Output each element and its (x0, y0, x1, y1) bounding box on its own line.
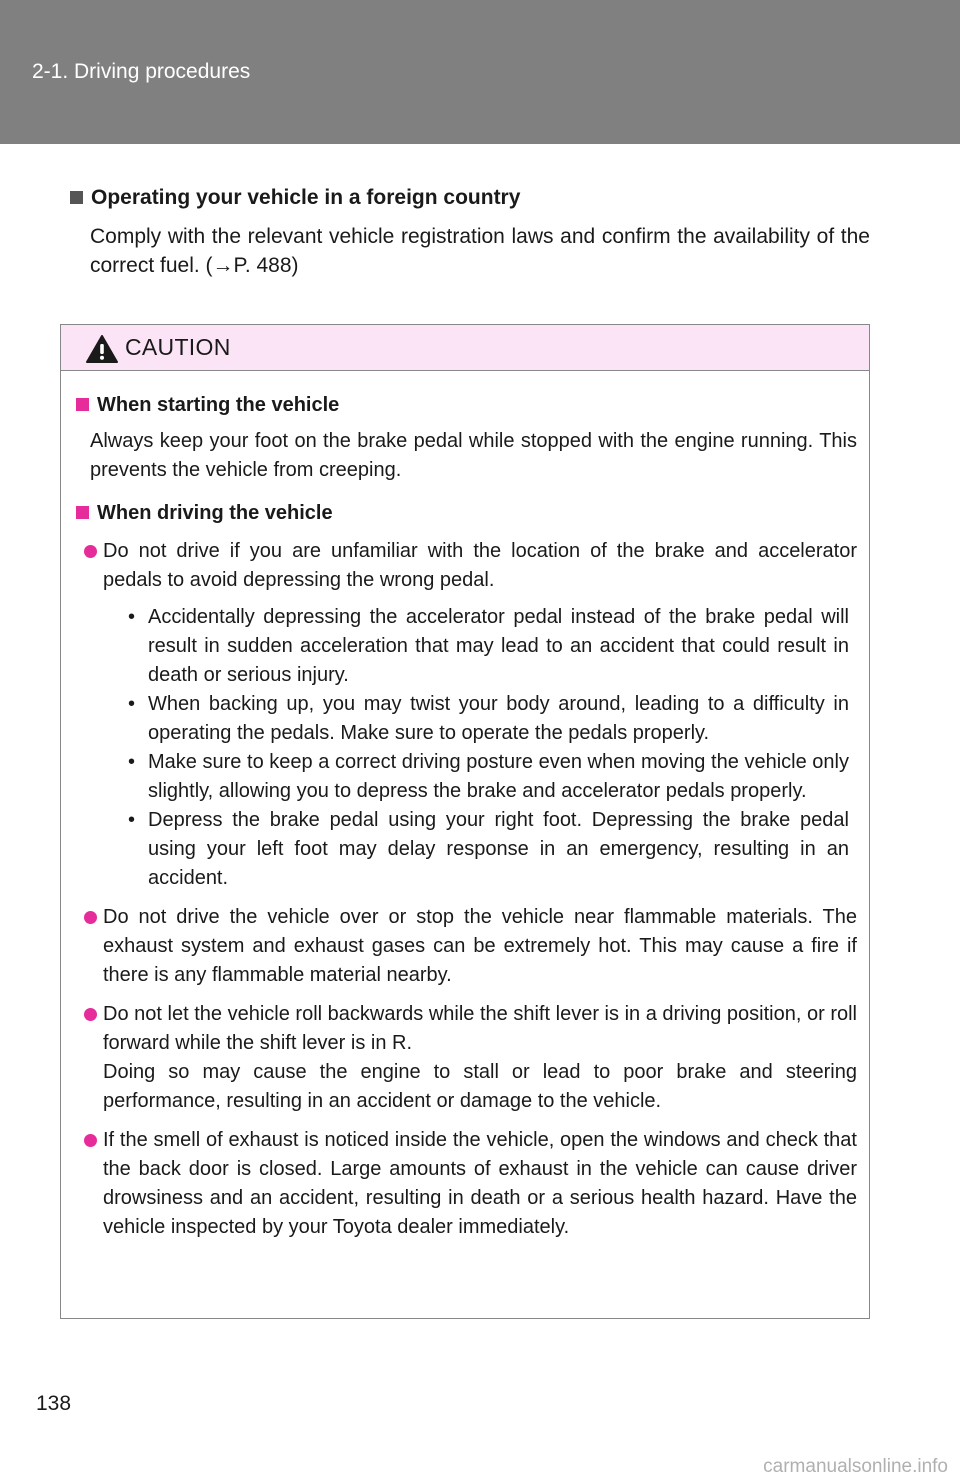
bullet-text-block (103, 1000, 857, 1116)
bullet-text: Do not drive the vehicle over or stop the vehicle near flammable materials. The exhaust system and exhaust gases can be extremely hot. This may cause a fire if there is any flammable material nearby. (103, 906, 857, 986)
sub-item-text: Accidentally depressing the accelerator pedal instead of the brake pedal will result in sudden acceleration that may lead to an accident that could result in death or serious injury. (148, 606, 849, 686)
page-number: 138 (36, 1392, 72, 1415)
driving-heading (76, 499, 857, 527)
bullet-text-continuation: Doing so may cause the engine to stall or lead to poor brake and steering performance, resulting in an accident or damage to the vehicle. (103, 1061, 857, 1112)
sub-list-item (128, 748, 849, 806)
square-bullet-icon (70, 191, 83, 204)
caution-header (61, 325, 869, 371)
list-item (76, 1000, 857, 1116)
intro-heading-text: Operating your vehicle in a foreign country (91, 186, 521, 209)
dot-marker: • (128, 751, 136, 773)
starting-body: Always keep your foot on the brake pedal while stopped with the engine running. This prevents the vehicle from creeping. (90, 430, 857, 481)
square-bullet-icon (76, 398, 89, 411)
circle-bullet-icon (84, 911, 97, 924)
sub-list (128, 603, 849, 893)
list-item (76, 1126, 857, 1242)
list-item (76, 903, 857, 990)
bullet-text: Do not drive if you are unfamiliar with the location of the brake and accelerator pedals to avoid depressing the wrong pedal. (103, 540, 857, 591)
sub-list-item (128, 603, 849, 690)
circle-bullet-icon (84, 545, 97, 558)
section-title: 2-1. Driving procedures (32, 60, 251, 83)
sub-item-text: When backing up, you may twist your body around, leading to a difficulty in operating the pedals. Make sure to operate the pedals properly. (148, 693, 849, 744)
sub-list-item (128, 690, 849, 748)
sub-list-item (128, 806, 849, 893)
circle-bullet-icon (84, 1008, 97, 1021)
bullet-text: If the smell of exhaust is noticed inside the vehicle, open the windows and check that the back door is closed. Large amounts of exhaust in the vehicle can cause driver drowsiness and an accident, resulting in death or a serious health hazard. Have the vehicle inspected by your Toyota dealer immediately. (103, 1129, 857, 1238)
warning-triangle-icon (85, 334, 119, 364)
caution-label: CAUTION (125, 334, 231, 360)
starting-heading (76, 391, 857, 419)
watermark: carmanualsonline.info (763, 1456, 948, 1477)
circle-bullet-icon (84, 1134, 97, 1147)
intro-body: Comply with the relevant vehicle registration laws and confirm the availability of the correct fuel. (→P. 488) (90, 225, 870, 277)
sub-item-text: Depress the brake pedal using your right foot. Depressing the brake pedal using your left foot may delay response in an emergency, resulting in an accident. (148, 809, 849, 889)
caution-box (60, 324, 870, 1319)
sub-item-text: Make sure to keep a correct driving posture even when moving the vehicle only slightly, allowing you to depress the brake and accelerator pedals properly. (148, 751, 849, 802)
square-bullet-icon (76, 506, 89, 519)
caution-body (61, 371, 869, 1242)
bullet-text: Do not let the vehicle roll backwards while the shift lever is in a driving position, or roll forward while the shift lever is in R. (103, 1003, 857, 1054)
starting-heading-text: When starting the vehicle (97, 394, 340, 416)
dot-marker: • (128, 606, 136, 628)
dot-marker: • (128, 809, 136, 831)
intro-section (70, 184, 870, 280)
driving-heading-text: When driving the vehicle (97, 502, 333, 524)
page-header (0, 0, 960, 144)
intro-heading (70, 184, 870, 212)
dot-marker: • (128, 693, 136, 715)
list-item (76, 537, 857, 595)
